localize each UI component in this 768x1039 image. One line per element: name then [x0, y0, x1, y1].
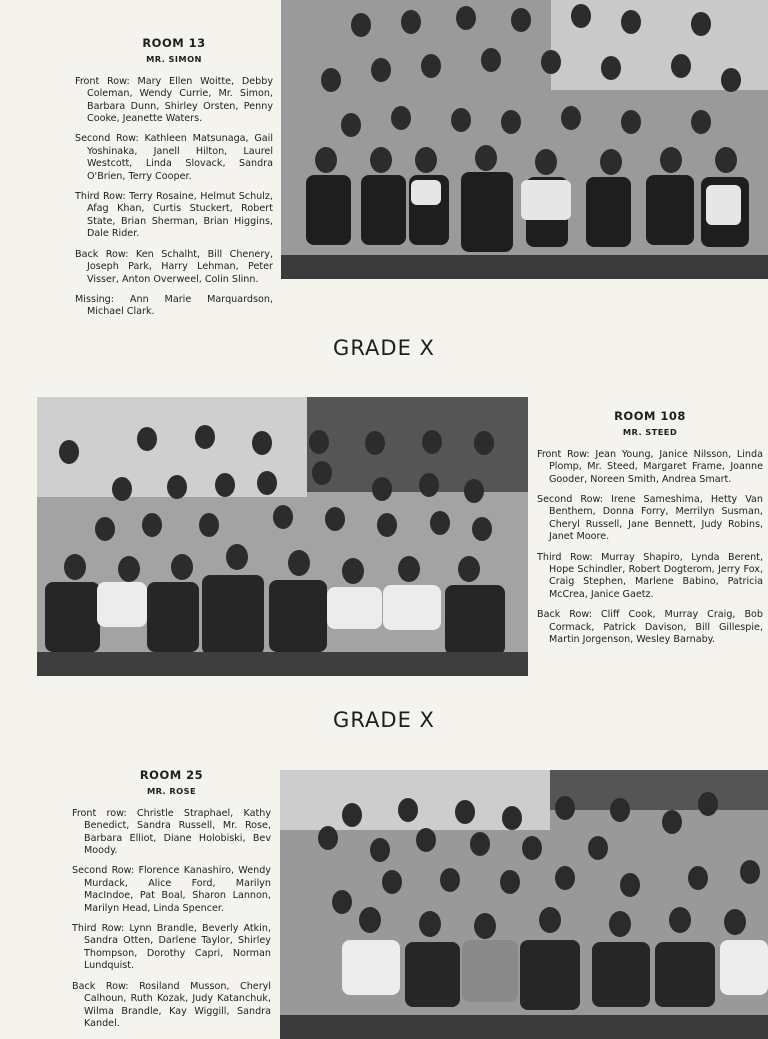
back-row-names: Back Row: Cliff Cook, Murray Craig, Bob Cormack, Patrick Davison, Bill Gillespie, Martin Jorgenson, Wesley Barnaby. — [537, 609, 763, 646]
room-title: ROOM 108 — [614, 409, 686, 423]
missing-names: Missing: Ann Marie Marquardson, Michael Clark. — [75, 293, 273, 318]
room-title: ROOM 25 — [139, 768, 204, 782]
caption-room-25 — [72, 769, 271, 1038]
front-row-names: Front row: Christle Straphael, Kathy Benedict, Sandra Russell, Mr. Rose, Barbara Elliot, Diane Holobiski, Bev Moody. — [72, 807, 271, 857]
second-row-names: Second Row: Kathleen Matsunaga, Gail Yoshinaka, Janell Hilton, Laurel Westcott, Linda Slovack, Sandra O'Brien, Terry Cooper. — [75, 133, 273, 182]
class-photo-room-108 — [37, 397, 528, 676]
second-row-names: Second Row: Florence Kanashiro, Wendy Murdack, Alice Ford, Marilyn MacIndoe, Pat Boal, Sharon Lannon, Marilyn Head, Linda Spencer. — [72, 865, 271, 914]
grade-heading: GRADE X — [333, 336, 435, 360]
grade-heading: GRADE X — [333, 708, 435, 732]
back-row-names: Back Row: Ken Schalht, Bill Chenery, Joseph Park, Harry Lehman, Peter Visser, Anton Overweel, Colin Slinn. — [75, 248, 273, 285]
class-photo-image — [280, 770, 768, 1039]
third-row-names: Third Row: Murray Shapiro, Lynda Berent, Hope Schindler, Robert Dogterom, Jerry Fox, Craig Stephen, Marlene Babino, Patricia McCrea, Janice Gaetz. — [537, 551, 763, 600]
front-row-names: Front Row: Jean Young, Janice Nilsson, Linda Plomp, Mr. Steed, Margaret Frame, Joanne Gooder, Noreen Smith, Andrea Smart. — [537, 448, 763, 485]
class-photo-room-25 — [280, 770, 768, 1039]
class-photo-image — [37, 397, 528, 676]
class-photo-image — [281, 0, 768, 279]
third-row-names: Third Row: Terry Rosaine, Helmut Schulz, Afag Khan, Curtis Stuckert, Robert State, Brian Sherman, Brian Higgins, Dale Rider. — [75, 191, 273, 240]
second-row-names: Second Row: Irene Sameshima, Hetty Van Benthem, Donna Forry, Merrilyn Susman, Cheryl Russell, Jane Bennett, Judy Robins, Janet Moore. — [537, 494, 763, 543]
teacher-name: MR. STEED — [622, 427, 678, 438]
third-row-names: Third Row: Lynn Brandle, Beverly Atkin, Sandra Otten, Darlene Taylor, Shirley Thompson, Dorothy Capri, Norman Lundquist. — [72, 923, 271, 972]
teacher-name: MR. ROSE — [146, 786, 197, 797]
front-row-names: Front Row: Mary Ellen Woitte, Debby Coleman, Wendy Currie, Mr. Simon, Barbara Dunn, Shirley Orsten, Penny Cooke, Jeanette Waters. — [75, 75, 273, 125]
caption-room-108 — [537, 410, 763, 655]
class-photo-room-13 — [281, 0, 768, 279]
caption-room-13 — [75, 37, 273, 327]
room-title: ROOM 13 — [142, 36, 206, 50]
back-row-names: Back Row: Rosiland Musson, Cheryl Calhoun, Ruth Kozak, Judy Katanchuk, Wilma Brandle, Kay Wiggill, Sandra Kandel. — [72, 980, 271, 1029]
teacher-name: MR. SIMON — [146, 54, 202, 65]
